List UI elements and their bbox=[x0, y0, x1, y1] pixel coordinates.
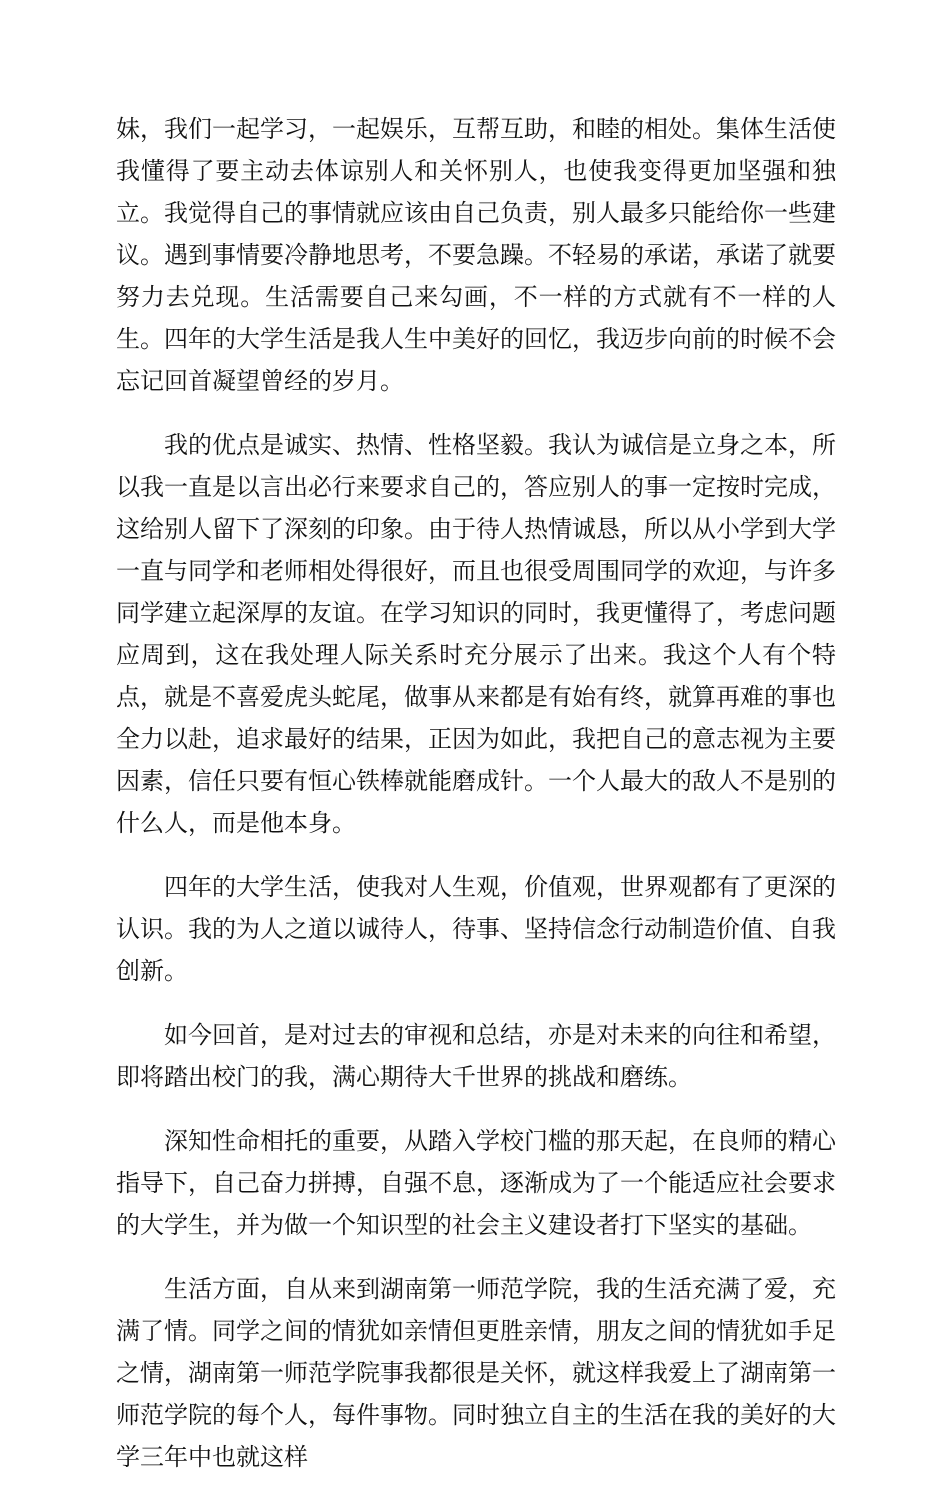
document-body bbox=[116, 108, 836, 1500]
paragraph-6: 生活方面，自从来到湖南第一师范学院，我的生活充满了爱，充满了情。同学之间的情犹如亲情但更胜亲情，朋友之间的情犹如手足之情，湖南第一师范学院事我都很是关怀，就这样我爱上了湖南第一师范学院的每个人，每件事物。同时独立自主的生活在我的美好的大学三年中也就这样 bbox=[116, 1275, 836, 1471]
paragraph-4: 如今回首，是对过去的审视和总结，亦是对未来的向往和希望，即将踏出校门的我，满心期待大千世界的挑战和磨练。 bbox=[116, 1021, 836, 1091]
paragraph-3: 四年的大学生活，使我对人生观，价值观，世界观都有了更深的认识。我的为人之道以诚待人，待事、坚持信念行动制造价值、自我创新。 bbox=[116, 873, 836, 985]
paragraph-1: 妹，我们一起学习，一起娱乐，互帮互助，和睦的相处。集体生活使我懂得了要主动去体谅别人和关怀别人，也使我变得更加坚强和独立。我觉得自己的事情就应该由自己负责，别人最多只能给你一些建议。遇到事情要冷静地思考，不要急躁。不轻易的承诺，承诺了就要努力去兑现。生活需要自己来勾画，不一样的方式就有不一样的人生。四年的大学生活是我人生中美好的回忆，我迈步向前的时候不会忘记回首凝望曾经的岁月。 bbox=[116, 115, 836, 395]
paragraph-5: 深知性命相托的重要，从踏入学校门槛的那天起，在良师的精心指导下，自己奋力拼搏，自强不息，逐渐成为了一个能适应社会要求的大学生，并为做一个知识型的社会主义建设者打下坚实的基础。 bbox=[116, 1127, 836, 1239]
paragraph-2: 我的优点是诚实、热情、性格坚毅。我认为诚信是立身之本，所以我一直是以言出必行来要求自己的，答应别人的事一定按时完成，这给别人留下了深刻的印象。由于待人热情诚恳，所以从小学到大学一直与同学和老师相处得很好，而且也很受周围同学的欢迎，与许多同学建立起深厚的友谊。在学习知识的同时，我更懂得了，考虑问题应周到，这在我处理人际关系时充分展示了出来。我这个人有个特点，就是不喜爱虎头蛇尾，做事从来都是有始有终，就算再难的事也全力以赴，追求最好的结果，正因为如此，我把自己的意志视为主要因素，信任只要有恒心铁棒就能磨成针。一个人最大的敌人不是别的什么人，而是他本身。 bbox=[116, 431, 836, 837]
